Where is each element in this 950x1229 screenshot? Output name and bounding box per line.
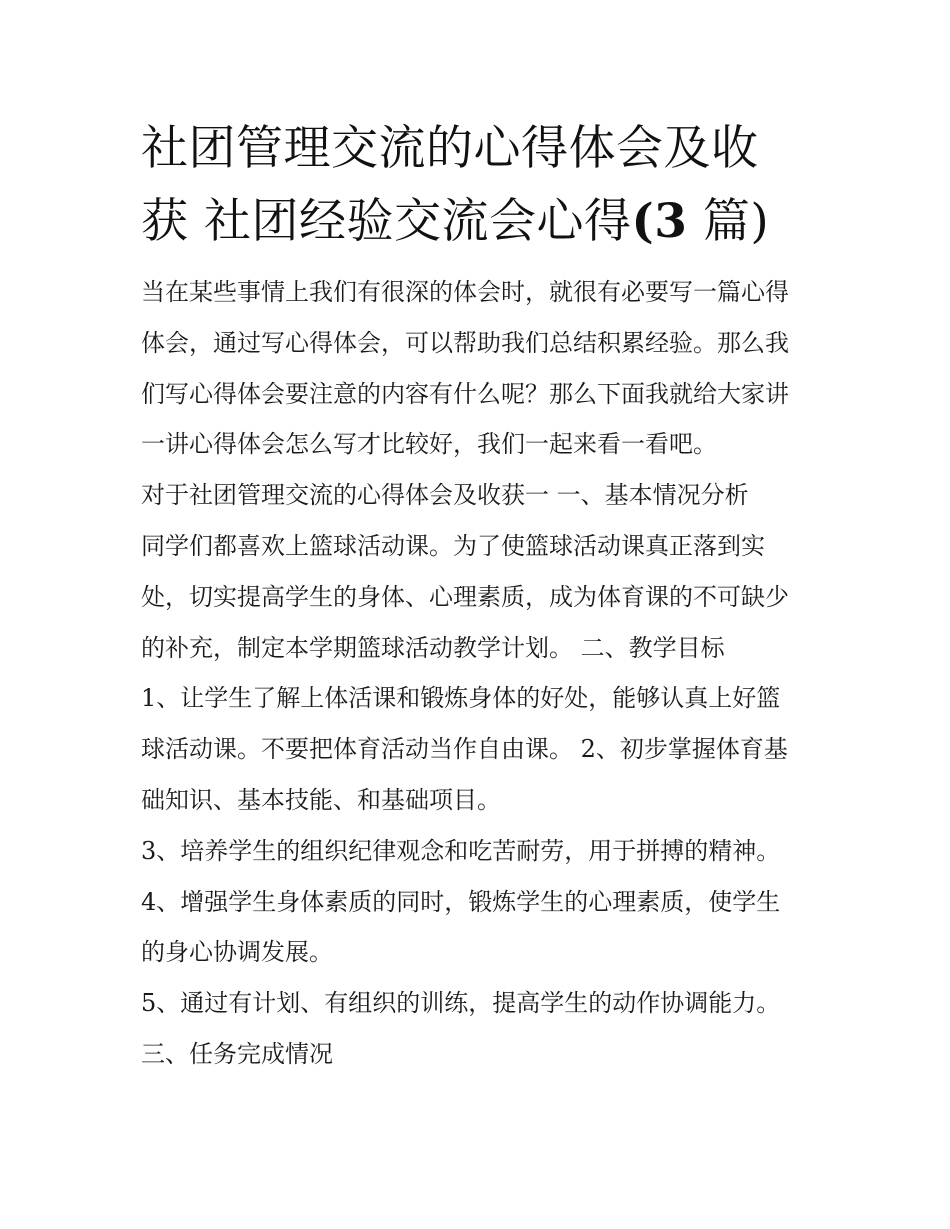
body-line: 们写心得体会要注意的内容有什么呢？那么下面我就给大家讲	[141, 379, 789, 408]
body-line: 的补充，制定本学期篮球活动教学计划。 二、教学目标	[141, 633, 725, 662]
body-line: 处，切实提高学生的身体、心理素质，成为体育课的不可缺少	[141, 582, 789, 611]
title-line-2	[141, 185, 821, 258]
body-line: 体会，通过写心得体会，可以帮助我们总结积累经验。那么我	[141, 328, 789, 357]
title-line-2-text: 获 社团经验交流会心得	[141, 194, 632, 249]
body-line: 5、通过有计划、有组织的训练，提高学生的动作协调能力。	[141, 989, 781, 1018]
title-line-1: 社团管理交流的心得体会及收	[141, 121, 759, 176]
document-body	[141, 267, 821, 1080]
body-line: 1、让学生了解上体活课和锻炼身体的好处，能够认真上好篮	[141, 684, 781, 713]
body-line: 3、培养学生的组织纪律观念和吃苦耐劳，用于拼搏的精神。	[141, 836, 781, 865]
body-line: 当在某些事情上我们有很深的体会时，就很有必要写一篇心得	[141, 278, 789, 306]
title-count-number: (3	[631, 194, 688, 249]
body-line: 同学们都喜欢上篮球活动课。为了使篮球活动课真正落到实	[141, 531, 765, 560]
body-line: 的身心协调发展。	[141, 938, 333, 967]
body-line: 一讲心得体会怎么写才比较好，我们一起来看一看吧。	[141, 430, 717, 459]
body-line: 4、增强学生身体素质的同时，锻炼学生的心理素质，使学生	[141, 887, 781, 916]
body-line: 对于社团管理交流的心得体会及收获一 一、基本情况分析	[141, 481, 749, 510]
document-page	[141, 112, 821, 1080]
body-line: 三、任务完成情况	[141, 1039, 333, 1068]
title-count-suffix: 篇)	[687, 194, 770, 249]
document-title	[141, 112, 821, 258]
body-line: 球活动课。不要把体育活动当作自由课。 2、初步掌握体育基	[141, 735, 788, 764]
body-line: 础知识、基本技能、和基础项目。	[141, 785, 501, 814]
